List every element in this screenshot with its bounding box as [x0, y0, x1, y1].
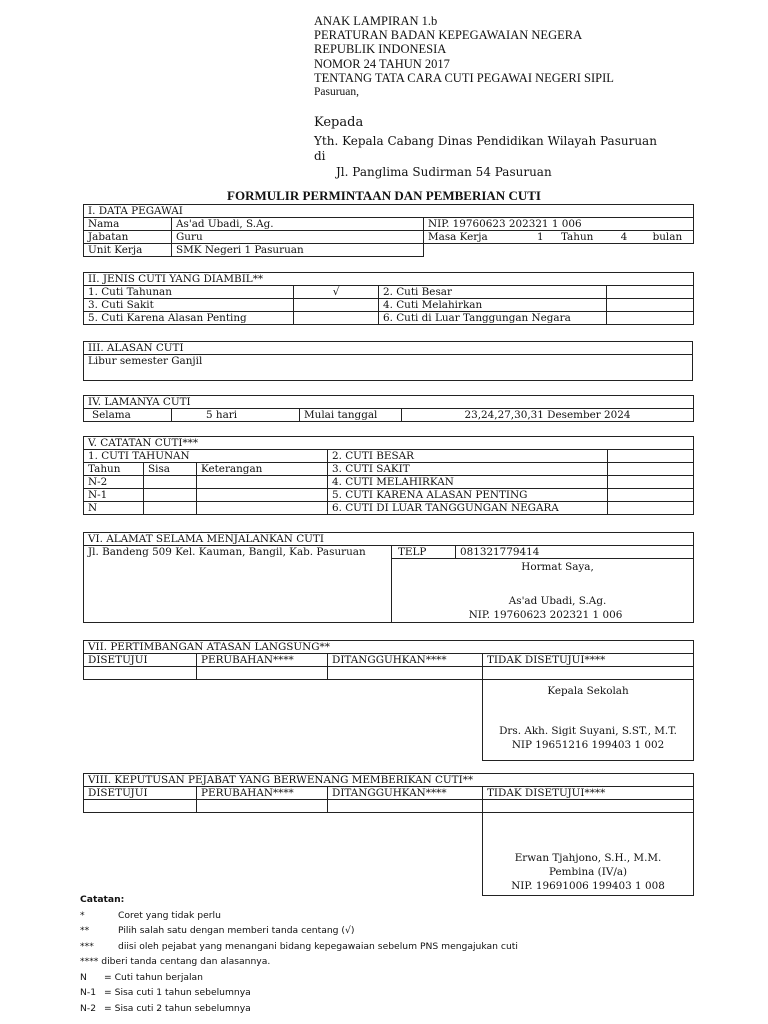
selama-label: Selama [84, 409, 172, 422]
recipient-block [314, 115, 657, 181]
catatan-item-4: 4. CUTI MELAHIRKAN [328, 476, 608, 489]
alasan-value: Libur semester Ganjil [84, 355, 693, 381]
jenis-cuti-3: 3. Cuti Sakit [84, 299, 294, 312]
jenis-cuti-2: 2. Cuti Besar [379, 286, 607, 299]
section-pertimbangan-atasan [83, 640, 694, 761]
jenis-cuti-5: 5. Cuti Karena Alasan Penting [84, 312, 294, 325]
row-n1: N-1 [84, 489, 144, 502]
section-heading: VIII. KEPUTUSAN PEJABAT YANG BERWENANG MEMBERIKAN CUTI** [84, 774, 694, 787]
bulan-label: bulan [652, 231, 683, 243]
col-tahun: Tahun [84, 463, 144, 476]
cuti-tahunan-label: 1. CUTI TAHUNAN [84, 450, 328, 463]
note-item: N = Cuti tahun berjalan [80, 971, 204, 983]
section-lamanya-cuti [83, 395, 694, 422]
section-data-pegawai [83, 204, 694, 257]
note-item: ** Pilih salah satu dengan memberi tanda centang (√) [80, 925, 355, 936]
nama-value: As'ad Ubadi, S.Ag. [172, 218, 424, 231]
pejabat-name: Erwan Tjahjono, S.H., M.M. [514, 852, 662, 864]
pejabat-rank: Pembina (IV/a) [548, 866, 628, 878]
signature-pemohon [392, 559, 694, 623]
masa-kerja-months: 4 [620, 231, 628, 243]
pemohon-nip: NIP. 19760623 202321 1 006 [468, 609, 623, 621]
header-line: NOMOR 24 TAHUN 2017 [314, 56, 450, 71]
telp-value: 081321779414 [456, 546, 694, 559]
section-heading: IV. LAMANYA CUTI [84, 396, 694, 409]
recipient-name: Yth. Kepala Cabang Dinas Pendidikan Wilayah Pasuruan [314, 134, 657, 148]
masa-kerja-label: Masa Kerja [428, 231, 488, 243]
pejabat-nip: NIP. 19691006 199403 1 008 [511, 880, 665, 892]
atasan-role: Kepala Sekolah [547, 685, 629, 697]
tidak-disetujui-header: TIDAK DISETUJUI**** [483, 787, 694, 800]
jenis-cuti-6: 6. Cuti di Luar Tanggungan Negara [379, 312, 607, 325]
dates-value: 23,24,27,30,31 Desember 2024 [402, 409, 694, 422]
perubahan-header: PERUBAHAN**** [197, 654, 328, 667]
atasan-nip: NIP 19651216 199403 1 002 [511, 739, 665, 751]
section-alasan-cuti [83, 341, 693, 381]
jabatan-label: Jabatan [84, 231, 172, 244]
section-catatan-cuti [83, 436, 694, 515]
attachment-header [314, 14, 614, 99]
section-jenis-cuti [83, 272, 694, 325]
catatan-item-6: 6. CUTI DI LUAR TANGGUNGAN NEGARA [328, 502, 608, 515]
perubahan-header: PERUBAHAN**** [197, 787, 328, 800]
note-item: N-1 = Sisa cuti 1 tahun sebelumnya [80, 987, 251, 998]
jenis-cuti-4: 4. Cuti Melahirkan [379, 299, 607, 312]
section-keputusan-pejabat [83, 773, 694, 896]
note-item: *** diisi oleh pejabat yang menangani bidang kepegawaian sebelum PNS mengajukan cuti [80, 940, 518, 952]
atasan-name: Drs. Akh. Sigit Suyani, S.ST., M.T. [499, 725, 677, 737]
nip-value: NIP. 19760623 202321 1 006 [424, 218, 694, 231]
header-line: ANAK LAMPIRAN 1.b [314, 14, 438, 28]
section-heading: VII. PERTIMBANGAN ATASAN LANGSUNG** [84, 641, 694, 654]
telp-label: TELP [392, 546, 456, 559]
section-heading: II. JENIS CUTI YANG DIAMBIL** [84, 273, 694, 286]
header-line: REPUBLIK INDONESIA [314, 42, 447, 57]
catatan-item-3: 3. CUTI SAKIT [328, 463, 608, 476]
recipient-di: di [314, 149, 326, 163]
catatan-item-5: 5. CUTI KARENA ALASAN PENTING [328, 489, 608, 502]
row-n: N [84, 502, 144, 515]
header-line: TENTANG TATA CARA CUTI PEGAWAI NEGERI SIPIL [314, 70, 614, 85]
section-heading: III. ALASAN CUTI [84, 342, 693, 355]
row-n2: N-2 [84, 476, 144, 489]
section-heading: VI. ALAMAT SELAMA MENJALANKAN CUTI [84, 533, 694, 546]
note-item: * Coret yang tidak perlu [80, 909, 221, 921]
catatan-item-2: 2. CUTI BESAR [328, 450, 608, 463]
section-heading: I. DATA PEGAWAI [84, 205, 694, 218]
col-keterangan: Keterangan [197, 463, 328, 476]
pemohon-name: As'ad Ubadi, S.Ag. [508, 595, 607, 607]
section-alamat-cuti [83, 532, 694, 623]
unit-label: Unit Kerja [84, 244, 172, 257]
masa-kerja-years: 1 [537, 231, 544, 243]
tidak-disetujui-header: TIDAK DISETUJUI**** [483, 654, 694, 667]
signature-pejabat [483, 813, 694, 896]
signature-atasan [483, 680, 694, 761]
note-item: **** diberi tanda centang dan alasannya. [80, 956, 271, 967]
notes-title: Catatan: [80, 894, 125, 905]
section-heading: V. CATATAN CUTI*** [84, 437, 694, 450]
recipient-address: Jl. Panglima Sudirman 54 Pasuruan [336, 165, 552, 179]
unit-value: SMK Negeri 1 Pasuruan [172, 244, 424, 257]
ditangguhkan-header: DITANGGUHKAN**** [328, 787, 483, 800]
notes-block [80, 892, 518, 1016]
jenis-cuti-1: 1. Cuti Tahunan [84, 286, 294, 299]
duration-value: 5 hari [172, 409, 300, 422]
masa-kerja [424, 231, 694, 244]
col-sisa: Sisa [144, 463, 197, 476]
ditangguhkan-header: DITANGGUHKAN**** [328, 654, 483, 667]
header-city-date: Pasuruan, [314, 86, 360, 99]
jabatan-value: Guru [172, 231, 424, 244]
nama-label: Nama [84, 218, 172, 231]
kepada-label: Kepada [314, 115, 364, 130]
tahun-label: Tahun [560, 231, 594, 243]
header-line: PERATURAN BADAN KEPEGAWAIAN NEGERA [314, 28, 583, 43]
note-item: N-2 = Sisa cuti 2 tahun sebelumnya [80, 1002, 251, 1014]
hormat-saya: Hormat Saya, [521, 561, 594, 573]
disetujui-header: DISETUJUI [84, 787, 197, 800]
mulai-tanggal-label: Mulai tanggal [300, 409, 402, 422]
check-mark: √ [294, 286, 379, 299]
disetujui-header: DISETUJUI [84, 654, 197, 667]
alamat-value: Jl. Bandeng 509 Kel. Kauman, Bangil, Kab. Pasuruan [84, 546, 392, 623]
form-title: FORMULIR PERMINTAAN DAN PEMBERIAN CUTI [227, 188, 541, 203]
